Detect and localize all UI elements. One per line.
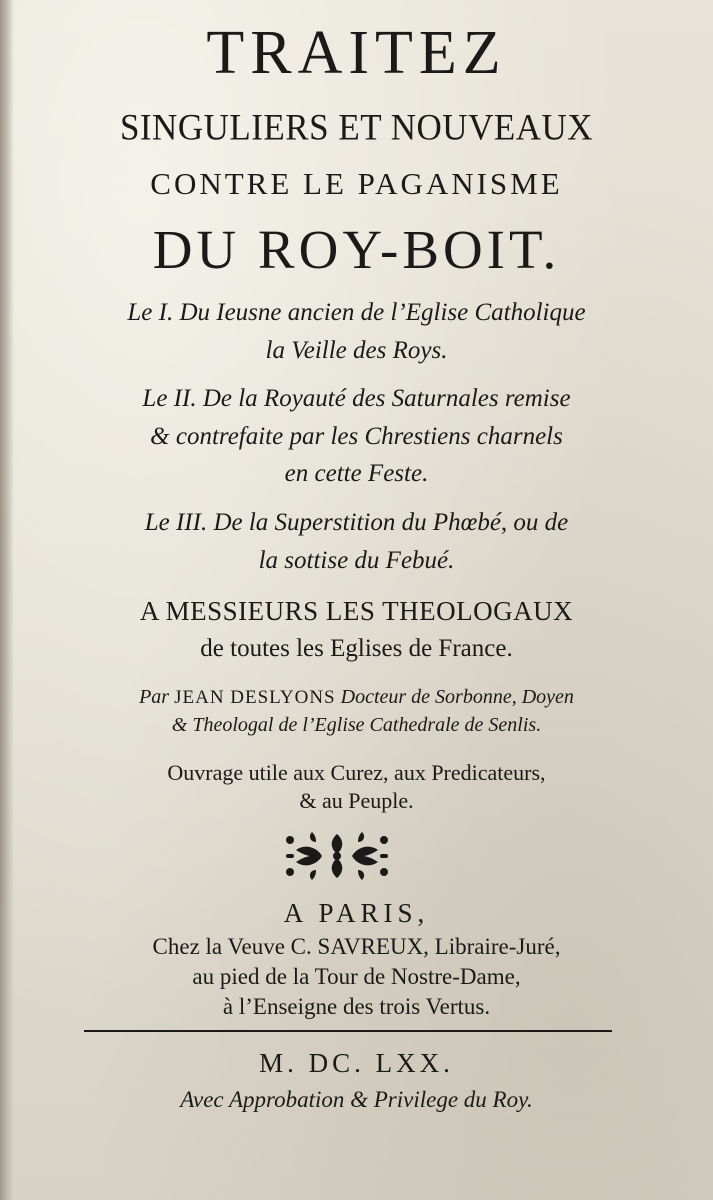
title-line-2: SINGULIERS ET NOUVEAUX: [119, 107, 594, 148]
author-name: JEAN DESLYONS: [174, 687, 336, 708]
floral-printers-ornament-icon: [282, 826, 392, 886]
title-line-4: DU ROY-BOIT.: [152, 219, 561, 280]
author-title-1: Docteur de Sorbonne, Doyen: [340, 686, 574, 708]
author-prefix: Par: [139, 686, 170, 708]
treatise-2-line-3: en cette Feste.: [284, 460, 429, 487]
treatise-1-line-1: Le I. Du Ieusne ancien de l’Eglise Catholique: [127, 299, 586, 326]
dedication-line-2: de toutes les Eglises de France.: [200, 635, 513, 662]
imprint-address-2: à l’Enseigne des trois Vertus.: [222, 994, 491, 1019]
imprint-printer: Chez la Veuve C. SAVREUX, Libraire-Juré,: [152, 934, 561, 959]
title-line-3: CONTRE LE PAGANISME: [150, 166, 563, 201]
usefulness-line-2: & au Peuple.: [299, 788, 414, 813]
treatise-2-line-2: & contrefaite par les Chrestiens charnels: [150, 423, 563, 450]
imprint-city: A PARIS,: [283, 898, 430, 928]
dedication-line-1: A MESSIEURS LES THEOLOGAUX: [139, 596, 574, 626]
publication-year: M. DC. LXX.: [259, 1048, 454, 1078]
author-line-1: [0, 687, 713, 707]
treatise-3-line-1: Le III. De la Superstition du Phœbé, ou de: [144, 509, 569, 536]
treatise-1-line-2: la Veille des Roys.: [265, 337, 448, 364]
treatise-2-line-1: Le II. De la Royauté des Saturnales remise: [142, 385, 571, 412]
usefulness-line-1: Ouvrage utile aux Curez, aux Predicateurs,: [167, 760, 546, 785]
imprint-address-1: au pied de la Tour de Nostre-Dame,: [192, 964, 521, 989]
royal-privilege: Avec Approbation & Privilege du Roy.: [180, 1087, 533, 1112]
author-line-2: & Theologal de l’Eglise Cathedrale de Senlis.: [171, 714, 542, 736]
treatise-3-line-2: la sottise du Febué.: [258, 547, 455, 574]
title-line-1: TRAITEZ: [206, 19, 507, 87]
horizontal-rule: [84, 1030, 612, 1032]
